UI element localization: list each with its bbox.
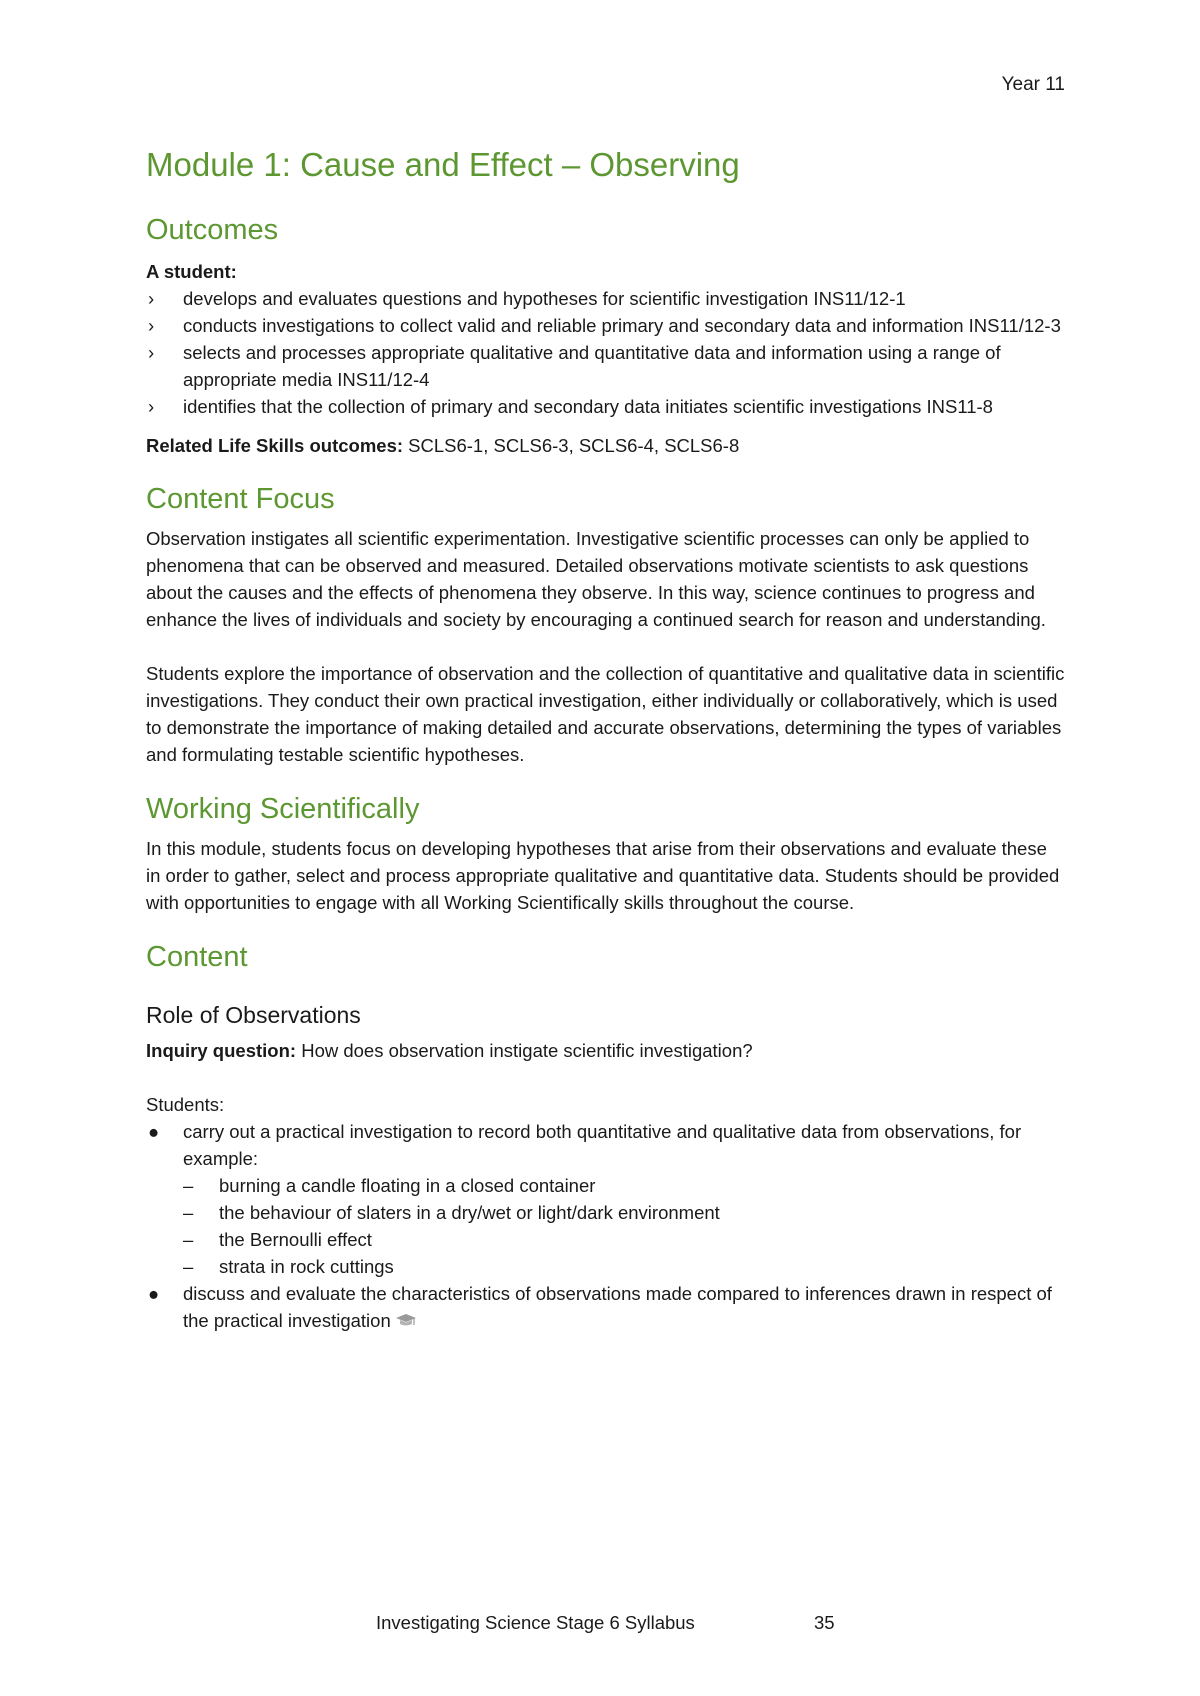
working-scientifically-heading: Working Scientifically bbox=[146, 793, 420, 825]
working-scientifically-paragraph: In this module, students focus on developing hypotheses that arise from their observations and evaluate these in order to gather, select and process appropriate qualitative and quantitative data. Students should be provided with opportunities to engage with all Working Scientifically skills throughout the course. bbox=[146, 838, 1060, 913]
example-item bbox=[146, 1199, 1066, 1226]
outcome-marker: › bbox=[148, 396, 155, 417]
outcome-marker: › bbox=[148, 288, 155, 309]
outcome-item bbox=[146, 393, 1066, 420]
role-of-observations-heading: Role of Observations bbox=[146, 1002, 361, 1028]
outcomes-list bbox=[146, 285, 1066, 420]
outcome-text: conducts investigations to collect valid and reliable primary and secondary data and information INS11/12-3 bbox=[183, 315, 1061, 336]
content-item bbox=[146, 1280, 1066, 1336]
footer-title: Investigating Science Stage 6 Syllabus bbox=[376, 1612, 695, 1633]
example-item bbox=[146, 1226, 1066, 1253]
page-number: 35 bbox=[814, 1612, 835, 1633]
outcome-text: identifies that the collection of primary and secondary data initiates scientific investigations INS11-8 bbox=[183, 396, 993, 417]
example-dash: – bbox=[183, 1256, 194, 1277]
page-header-year: Year 11 bbox=[1001, 74, 1065, 95]
outcome-item bbox=[146, 285, 1066, 312]
related-outcomes bbox=[146, 432, 1066, 459]
example-text: the Bernoulli effect bbox=[219, 1229, 372, 1250]
content-list bbox=[146, 1118, 1066, 1336]
inquiry-question-text: How does observation instigate scientific investigation? bbox=[296, 1040, 753, 1061]
students-label: Students: bbox=[146, 1094, 225, 1115]
content-item-text: discuss and evaluate the characteristics of observations made compared to inferences drawn in respect of the practical investigation bbox=[183, 1283, 1052, 1331]
mortarboard-icon bbox=[395, 1309, 417, 1336]
content-item bbox=[146, 1118, 1066, 1280]
content-heading: Content bbox=[146, 941, 248, 973]
example-text: strata in rock cuttings bbox=[219, 1256, 394, 1277]
example-item bbox=[146, 1253, 1066, 1280]
example-dash: – bbox=[183, 1202, 194, 1223]
outcome-item bbox=[146, 312, 1066, 339]
outcomes-intro: A student: bbox=[146, 261, 237, 282]
example-dash: – bbox=[183, 1175, 194, 1196]
outcome-text: develops and evaluates questions and hypotheses for scientific investigation INS11/12-1 bbox=[183, 288, 906, 309]
example-item bbox=[146, 1172, 1066, 1199]
inquiry-question bbox=[146, 1037, 1066, 1064]
example-list bbox=[146, 1172, 1066, 1280]
content-focus-heading: Content Focus bbox=[146, 483, 335, 515]
outcome-marker: › bbox=[148, 342, 155, 363]
example-text: burning a candle floating in a closed container bbox=[219, 1175, 596, 1196]
content-focus-paragraph-2: Students explore the importance of observation and the collection of quantitative and qualitative data in scientific investigations. They conduct their own practical investigation, either individually or collaboratively, which is used to demonstrate the importance of making detailed and accurate observations, determining the types of variables and formulating testable scientific hypotheses. bbox=[146, 663, 1065, 765]
example-dash: – bbox=[183, 1229, 194, 1250]
outcomes-heading: Outcomes bbox=[146, 214, 279, 246]
outcome-text: selects and processes appropriate qualitative and quantitative data and information using a range of appropriate media INS11/12-4 bbox=[183, 342, 1001, 390]
inquiry-question-label: Inquiry question: bbox=[146, 1040, 297, 1061]
content-focus-paragraph-1: Observation instigates all scientific experimentation. Investigative scientific processes can only be applied to phenomena that can be observed and measured. Detailed observations motivate scientists to ask questions about the causes and the effects of phenomena they observe. In this way, science continues to progress and enhance the lives of individuals and society by encouraging a continued search for reason and understanding. bbox=[146, 528, 1046, 630]
related-outcomes-label: Related Life Skills outcomes: bbox=[146, 435, 404, 456]
module-title: Module 1: Cause and Effect – Observing bbox=[146, 146, 740, 183]
content-bullet: ● bbox=[148, 1121, 160, 1142]
related-outcomes-value: SCLS6-1, SCLS6-3, SCLS6-4, SCLS6-8 bbox=[403, 435, 740, 456]
example-text: the behaviour of slaters in a dry/wet or light/dark environment bbox=[219, 1202, 720, 1223]
page-content bbox=[146, 144, 1066, 1336]
content-bullet: ● bbox=[148, 1283, 160, 1304]
outcome-item bbox=[146, 339, 1066, 393]
outcome-marker: › bbox=[148, 315, 155, 336]
content-item-text: carry out a practical investigation to record both quantitative and qualitative data from observations, for example: bbox=[183, 1121, 1022, 1169]
